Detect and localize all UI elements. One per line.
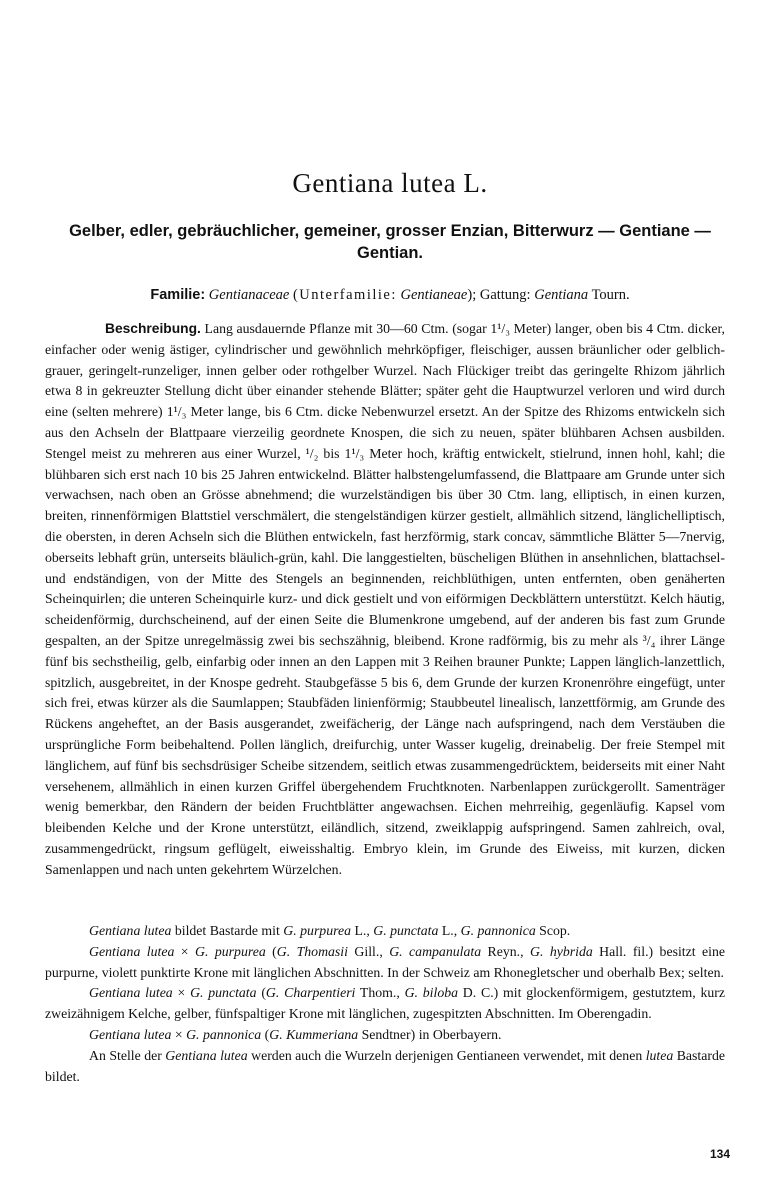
species-name: G. purpurea — [195, 943, 266, 959]
species-name: Gentiana lutea — [89, 943, 175, 959]
species-name: Gentiana lutea — [89, 985, 173, 1001]
text: D. C.) mit glockenförmigem, gestutztem, kurz zweizähnigem Kelche, gelber, fünfspaltiger Krone mit länglichen, zugespitzten Abschnitten. Im Oberengadin. — [45, 985, 726, 1022]
text: Gill., — [347, 943, 390, 959]
text: bildet Bastarde mit — [171, 923, 284, 938]
species-name: G. biloba — [404, 985, 459, 1001]
page-number: 134 — [709, 1147, 730, 1161]
subfamily-name: Gentianeae — [400, 287, 468, 303]
description-paragraph — [45, 319, 725, 881]
genus-author: Tourn. — [591, 287, 630, 303]
text: Sendtner) in Oberbayern. — [358, 1026, 502, 1042]
hybrids-paragraph-3 — [45, 983, 725, 1025]
species-name: G. campanulata — [389, 943, 482, 959]
species-name: G. Thomasii — [276, 943, 348, 959]
family-name: Gentianaceae — [208, 287, 290, 303]
text: × — [172, 985, 191, 1001]
family-label: Familie: — [150, 287, 206, 303]
text: Reyn., — [481, 943, 530, 959]
text: Bastarde bildet. — [45, 1047, 726, 1084]
species-name: G. punctata — [190, 985, 257, 1001]
species-name: Gentiana lutea — [89, 1026, 172, 1042]
text: × — [174, 943, 196, 959]
species-name: G. punctata — [373, 923, 439, 938]
species-name: lutea — [645, 1047, 674, 1063]
text: ( — [265, 943, 277, 959]
text: Hall. fil.) besitzt eine purpurne, violett punktirte Krone mit länglichen Abschnitten. In der Schweiz am Rhonegletscher und oberhalb Bex; selten. — [45, 943, 725, 980]
text: × — [171, 1026, 187, 1042]
species-name: G. pannonica — [460, 923, 536, 938]
species-name: G. hybrida — [529, 943, 593, 959]
text: Scop. — [535, 923, 571, 938]
species-name: G. Kummeriana — [269, 1026, 359, 1042]
species-name: G. Charpentieri — [265, 985, 356, 1001]
text: L., — [351, 923, 374, 938]
genus-label: ); Gattung: — [467, 287, 531, 303]
text: Thom., — [355, 985, 405, 1001]
description-label: Beschreibung. — [105, 321, 201, 336]
common-names-subtitle: Gelber, edler, gebräuchlicher, gemeiner, grosser Enzian, Bitterwurz — Gentiane — Gentian. — [69, 222, 711, 262]
text: ( — [261, 1026, 270, 1042]
description-section — [45, 319, 725, 881]
hybrids-paragraph-5 — [45, 1046, 725, 1088]
hybrids-paragraph-4 — [45, 1025, 725, 1046]
subfamily-label: (Unterfamilie: — [292, 287, 397, 303]
species-name: G. pannonica — [186, 1026, 262, 1042]
description-text: Lang ausdauernde Pflanze mit 30—60 Ctm. (sogar 1¹/₃ Meter) langer, oben bis 4 Ctm. dicker, einfacher oder wenig ästiger, cylindrischer und gewöhnlich mehrköpfiger, fleischiger, aussen bräunlicher oder gelblich-grauer, geringelt-runzeliger, innen gelber oder rothgelber Wurzel. Nach Flückiger treibt das geringelte Rhizom jährlich etwa 8 in gekreuzter Stellung dicht über einander stehende Blätter; später geht die Hauptwurzel verloren und wird durch eine (selten mehrere) 1¹/₃ Meter lange, bis 6 Ctm. dicke Nebenwurzel ersetzt. An der Spitze des Rhizoms entwickeln sich aus den Achseln der Blattpaare vierzeilig geordnete Knospen, die sich zu neuen, später blühbaren Achsen ausbilden. Stengel meist zu mehreren aus einer Wurzel, ¹/₂ bis 1¹/₃ Meter hoch, kräftig entwickelt, stielrund, innen hohl, kahl; die blühbaren sich erst nach 10 bis 25 Jahren entwickelnd. Blätter halbstengelumfassend, die Blattpaare am Grunde unter sich verwachsen, nach oben an Grösse abnehmend; die wurzelständigen bis über 30 Ctm. lang, elliptisch, in einen kurzen, breiten, rinnenförmigen Blattstiel verschmälert, die stengelständigen kürzer gestielt, allmählich sitzend, länglichelliptisch, die obersten, in deren Achseln sich die Blüthen entwickeln, fast herzförmig, stark concav, sämmtliche Blätter 5—7nervig, oberseits lebhaft grün, unterseits bläulich-grün, kahl. Die langgestielten, büscheligen Blüthen in ansehnlichen, blattachsel- und endständigen, von der Mitte des Stengels an beginnenden, reichblüthigen, unten entfernten, oben genäherten Scheinquirlen; die unteren Scheinquirle kurz- und dick gestielt und von eiförmigen Deckblättern unterstützt. Kelch häutig, scheidenförmig, durchscheinend, auf der einen Seite die Blumenkrone umgebend, auf der anderen bis fast zum Grunde gespalten, an der Spitze unregelmässig zwei bis sechszähnig, bleibend. Krone radförmig, bis zu mehr als ³/₄ ihrer Länge fünf bis sechstheilig, gelb, einfarbig oder innen an den Lappen mit 3 Reihen brauner Punkte; Lappen länglich-lanzettlich, spitzlich, ausgebreitet, in der Knospe gedreht. Staubgefässe 5 bis 6, dem Grunde der kurzen Kronenröhre eingefügt, unter sich frei, etwas kürzer als die Saumlappen; Staubfäden linienförmig; Staubbeutel linealisch, lanzettförmig, am Grunde des Rückens angeheftet, an der Basis ausgerandet, zweifächerig, der Länge nach aufspringend, nach dem Verstäuben die ursprüngliche Form beibehaltend. Pollen länglich, dreifurchig, unter Wasser kugelig, dreinabelig. Der freie Stempel mit länglichem, auf fünf bis sechsdrüsiger Scheibe sitzendem, seitlich etwas zusammengedrücktem, beiderseits mit einer Naht versehenem, allmählich in einen kurzen Griffel übergehendem Fruchtknoten. Narbenlappen zurückgerollt. Samenträger wenig bemerkbar, den Rändern der beiden Fruchtblätter angewachsen. Eichen mehrreihig, gegenläufig. Kapsel vom bleibenden Kelche und der Krone unterstützt, eiländlich, sitzend, zweiklappig aufspringend. Samen zahlreich, oval, zusammengedrückt, ringsum geflügelt, eiweisshaltig. Embryo klein, im Grunde des Eiweiss, mit kurzen, dicken Samenlappen und nach unten gekehrtem Würzelchen. — [45, 321, 725, 877]
hybrids-section — [45, 921, 725, 1087]
species-name: G. purpurea — [283, 923, 351, 938]
hybrids-paragraph-2 — [45, 942, 725, 984]
page-title: Gentiana lutea L. — [292, 168, 488, 198]
species-name: Gentiana lutea — [165, 1047, 248, 1063]
text: An Stelle der — [89, 1047, 166, 1063]
text: L., — [438, 923, 461, 938]
genus-name: Gentiana — [534, 287, 589, 303]
text: ( — [256, 985, 266, 1001]
text: werden auch die Wurzeln derjenigen Gentianeen verwendet, mit denen — [247, 1047, 646, 1063]
species-name: Gentiana lutea — [89, 923, 172, 938]
taxonomy-line — [0, 287, 780, 304]
hybrids-paragraph-1 — [45, 921, 725, 942]
